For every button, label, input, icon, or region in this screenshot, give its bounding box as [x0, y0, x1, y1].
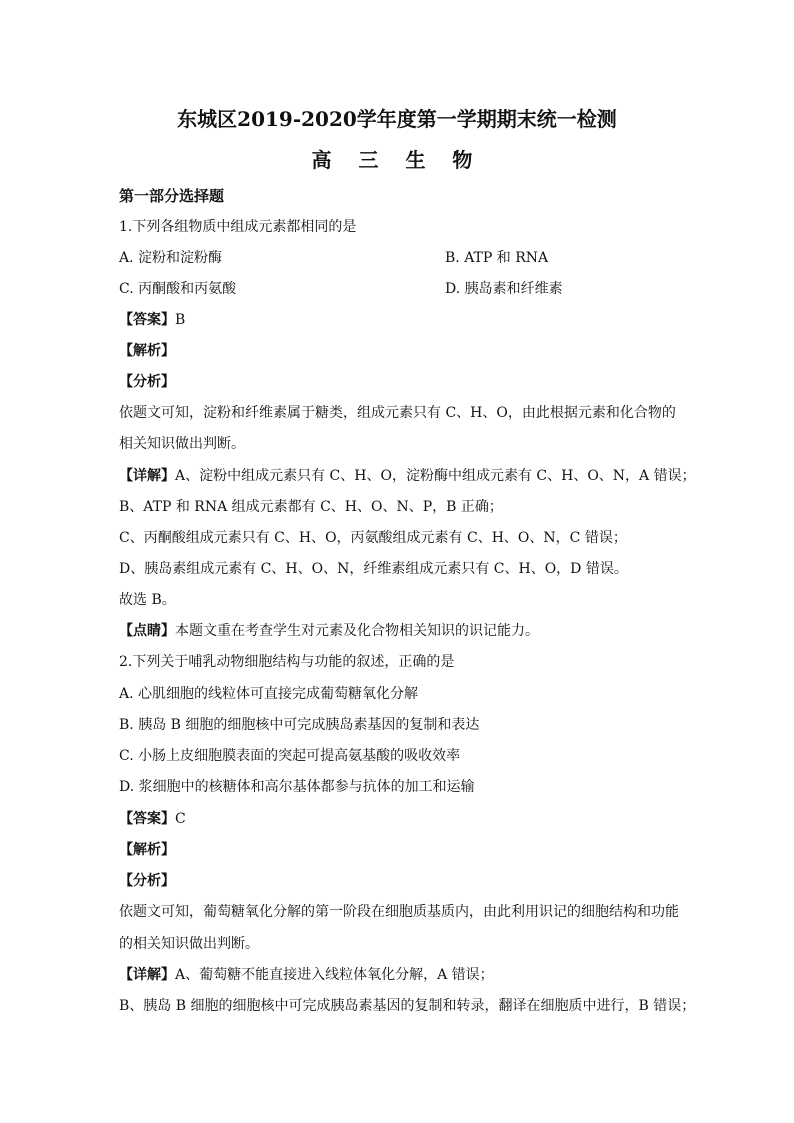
- section-heading: 第一部分选择题: [119, 187, 225, 205]
- q1-option-c: C. 丙酮酸和丙氨酸: [119, 281, 237, 297]
- q2-detail-first: [119, 965, 494, 985]
- q2-jiexi-label: 【解析】: [119, 842, 175, 858]
- q2-fenxi-line: 的相关知识做出判断。: [119, 936, 259, 952]
- q2-option-c: C. 小肠上皮细胞膜表面的突起可提高氨基酸的吸收效率: [119, 748, 461, 764]
- q2-detail-label: 【详解】: [119, 967, 175, 983]
- q1-option-a: A. 淀粉和淀粉酶: [119, 250, 223, 266]
- q1-dianjing: [119, 621, 539, 641]
- q1-fenxi-line: 相关知识做出判断。: [119, 436, 245, 452]
- q2-fenxi-label: 【分析】: [119, 873, 175, 889]
- q2-stem: 2.下列关于哺乳动物细胞结构与功能的叙述，正确的是: [119, 654, 455, 670]
- exam-subtitle: 高 三 生 物: [311, 148, 483, 172]
- q1-detail-line: D、胰岛素组成元素有 C、H、O、N，纤维素组成元素只有 C、H、O，D 错误。: [119, 561, 628, 577]
- q2-option-a: A. 心肌细胞的线粒体可直接完成葡萄糖氧化分解: [119, 686, 419, 702]
- q1-detail-line: B、ATP 和 RNA 组成元素都有 C、H、O、N、P，B 正确；: [119, 499, 503, 515]
- q1-detail-line: C、丙酮酸组成元素只有 C、H、O，丙氨酸组成元素有 C、H、O、N，C 错误；: [119, 530, 627, 546]
- q2-answer-label: 【答案】: [119, 811, 175, 827]
- q1-option-b: B. ATP 和 RNA: [445, 250, 549, 266]
- q1-detail-label: 【详解】: [119, 468, 175, 484]
- q1-stem: 1.下列各组物质中组成元素都相同的是: [119, 219, 357, 235]
- q1-dianjing-label: 【点睛】: [119, 623, 175, 639]
- q1-fenxi-line: 依题文可知，淀粉和纤维素属于糖类，组成元素只有 C、H、O，由此根据元素和化合物的: [119, 405, 676, 421]
- q1-conclusion: 故选 B。: [119, 592, 176, 608]
- exam-title: 东城区2019-2020学年度第一学期期末统一检测: [177, 107, 617, 131]
- q1-detail-line: A、淀粉中组成元素只有 C、H、O，淀粉酶中组成元素有 C、H、O、N，A 错误；: [175, 468, 696, 484]
- q2-option-b: B. 胰岛 B 细胞的细胞核中可完成胰岛素基因的复制和表达: [119, 717, 480, 733]
- q1-detail-first: [119, 466, 696, 486]
- q2-fenxi-line: 依题文可知，葡萄糖氧化分解的第一阶段在细胞质基质内，由此利用识记的细胞结构和功能: [119, 904, 679, 920]
- q2-answer-value: C: [175, 811, 186, 827]
- q1-answer: [119, 310, 185, 330]
- q2-option-d: D. 浆细胞中的核糖体和高尔基体都参与抗体的加工和运输: [119, 779, 475, 795]
- q2-detail-line: B、胰岛 B 细胞的细胞核中可完成胰岛素基因的复制和转录，翻译在细胞质中进行，B 错误；: [119, 998, 696, 1014]
- q1-answer-value: B: [175, 312, 186, 328]
- q1-answer-label: 【答案】: [119, 312, 175, 328]
- q2-answer: [119, 809, 186, 829]
- q2-detail-line: A、葡萄糖不能直接进入线粒体氧化分解，A 错误；: [175, 967, 494, 983]
- q1-option-d: D. 胰岛素和纤维素: [445, 281, 563, 297]
- q1-fenxi-label: 【分析】: [119, 374, 175, 390]
- q1-jiexi-label: 【解析】: [119, 343, 175, 359]
- q1-dianjing-text: 本题文重在考查学生对元素及化合物相关知识的识记能力。: [175, 623, 539, 639]
